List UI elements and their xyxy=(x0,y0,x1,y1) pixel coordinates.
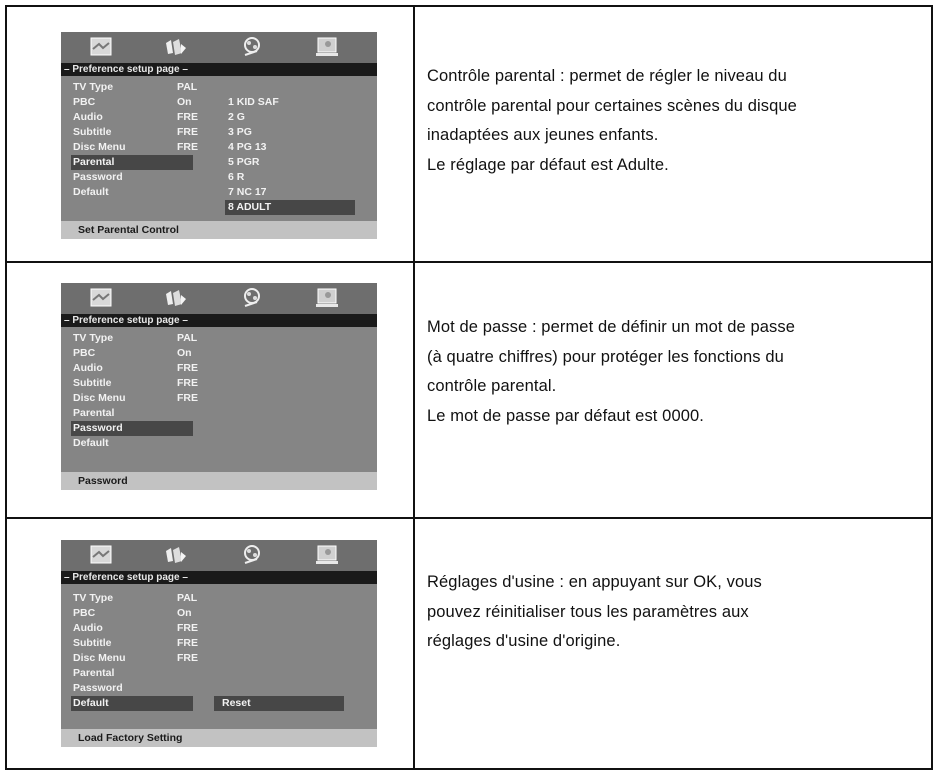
osd-item-parental[interactable]: Parental xyxy=(73,407,115,419)
osd-icon-bar xyxy=(61,283,377,314)
general-setup-icon xyxy=(88,543,114,567)
osd-item-parental[interactable]: Parental xyxy=(73,667,115,679)
osd-item-tv-type[interactable]: TV Type xyxy=(73,332,114,344)
osd-item-parental[interactable]: Parental xyxy=(73,156,115,168)
preference-setup-icon xyxy=(314,286,340,310)
osd-item-audio[interactable]: Audio xyxy=(73,622,103,634)
audio-setup-icon xyxy=(163,35,189,59)
osd-value-tv-type: PAL xyxy=(177,592,198,604)
osd-item-subtitle[interactable]: Subtitle xyxy=(73,377,112,389)
osd-value-disc-menu: FRE xyxy=(177,392,198,404)
osd-status-bar: Set Parental Control xyxy=(61,221,377,239)
osd-item-tv-type[interactable]: TV Type xyxy=(73,592,114,604)
osd-status-bar: Password xyxy=(61,472,377,490)
osd-item-audio[interactable]: Audio xyxy=(73,111,103,123)
osd-item-audio[interactable]: Audio xyxy=(73,362,103,374)
osd-screen-default xyxy=(61,540,377,747)
osd-value-pbc: On xyxy=(177,96,192,108)
osd-option-rating[interactable]: 6 R xyxy=(228,171,245,183)
osd-item-password[interactable]: Password xyxy=(73,422,123,434)
osd-item-pbc[interactable]: PBC xyxy=(73,607,96,619)
osd-screen-parental xyxy=(61,32,377,239)
osd-value-audio: FRE xyxy=(177,111,198,123)
osd-value-pbc: On xyxy=(177,607,192,619)
description-line: pouvez réinitialiser tous les paramètres aux xyxy=(427,602,749,621)
preference-setup-icon xyxy=(314,35,340,59)
osd-item-pbc[interactable]: PBC xyxy=(73,347,96,359)
osd-item-disc-menu[interactable]: Disc Menu xyxy=(73,652,126,664)
osd-option-rating[interactable]: 5 PGR xyxy=(228,156,260,168)
description-default xyxy=(427,568,917,657)
osd-value-disc-menu: FRE xyxy=(177,652,198,664)
general-setup-icon xyxy=(88,35,114,59)
description-line: réglages d'usine d'origine. xyxy=(427,632,621,650)
osd-value-subtitle: FRE xyxy=(177,637,198,649)
osd-item-default[interactable]: Default xyxy=(73,437,109,449)
osd-item-password[interactable]: Password xyxy=(73,682,123,694)
osd-item-default[interactable]: Default xyxy=(73,697,109,709)
osd-option-reset[interactable]: Reset xyxy=(222,697,251,709)
osd-value-subtitle: FRE xyxy=(177,126,198,138)
osd-item-disc-menu[interactable]: Disc Menu xyxy=(73,392,126,404)
description-parental xyxy=(427,62,917,180)
general-setup-icon xyxy=(88,286,114,310)
osd-value-pbc: On xyxy=(177,347,192,359)
osd-status-bar: Load Factory Setting xyxy=(61,729,377,747)
osd-option-rating-selected[interactable]: 8 ADULT xyxy=(228,201,272,213)
osd-option-rating[interactable]: 1 KID SAF xyxy=(228,96,279,108)
row-default xyxy=(7,517,931,770)
description-line: contrôle parental. xyxy=(427,377,557,395)
video-setup-icon xyxy=(239,286,265,310)
row-parental xyxy=(7,7,931,261)
description-line: Réglages d'usine : en appuyant sur OK, vous xyxy=(427,573,762,591)
osd-item-password[interactable]: Password xyxy=(73,171,123,183)
osd-option-rating[interactable]: 4 PG 13 xyxy=(228,141,267,153)
description-password xyxy=(427,313,917,431)
osd-option-rating[interactable]: 7 NC 17 xyxy=(228,186,267,198)
osd-option-rating[interactable]: 2 G xyxy=(228,111,245,123)
osd-value-audio: FRE xyxy=(177,362,198,374)
osd-item-pbc[interactable]: PBC xyxy=(73,96,96,108)
description-line: Le réglage par défaut est Adulte. xyxy=(427,155,669,174)
manual-table xyxy=(5,5,933,770)
osd-icon-bar xyxy=(61,540,377,571)
osd-value-tv-type: PAL xyxy=(177,81,198,93)
osd-value-audio: FRE xyxy=(177,622,198,634)
row-password xyxy=(7,261,931,517)
osd-value-disc-menu: FRE xyxy=(177,141,198,153)
description-line: (à quatre chiffres) pour protéger les fonctions du xyxy=(427,347,784,366)
osd-value-subtitle: FRE xyxy=(177,377,198,389)
osd-page-header: – Preference setup page – xyxy=(61,314,377,327)
video-setup-icon xyxy=(239,35,265,59)
description-line: inadaptées aux jeunes enfants. xyxy=(427,126,659,144)
osd-value-tv-type: PAL xyxy=(177,332,198,344)
preference-setup-icon xyxy=(314,543,340,567)
osd-item-tv-type[interactable]: TV Type xyxy=(73,81,114,93)
osd-item-subtitle[interactable]: Subtitle xyxy=(73,637,112,649)
description-line: Le mot de passe par défaut est 0000. xyxy=(427,406,704,425)
audio-setup-icon xyxy=(163,543,189,567)
osd-item-default[interactable]: Default xyxy=(73,186,109,198)
osd-option-rating[interactable]: 3 PG xyxy=(228,126,252,138)
description-line: Contrôle parental : permet de régler le niveau du xyxy=(427,67,787,85)
video-setup-icon xyxy=(239,543,265,567)
audio-setup-icon xyxy=(163,286,189,310)
osd-page-header: – Preference setup page – xyxy=(61,63,377,76)
osd-screen-password xyxy=(61,283,377,490)
osd-page-header: – Preference setup page – xyxy=(61,571,377,584)
osd-icon-bar xyxy=(61,32,377,63)
description-line: contrôle parental pour certaines scènes du disque xyxy=(427,96,797,115)
osd-item-subtitle[interactable]: Subtitle xyxy=(73,126,112,138)
osd-item-disc-menu[interactable]: Disc Menu xyxy=(73,141,126,153)
description-line: Mot de passe : permet de définir un mot de passe xyxy=(427,318,796,336)
